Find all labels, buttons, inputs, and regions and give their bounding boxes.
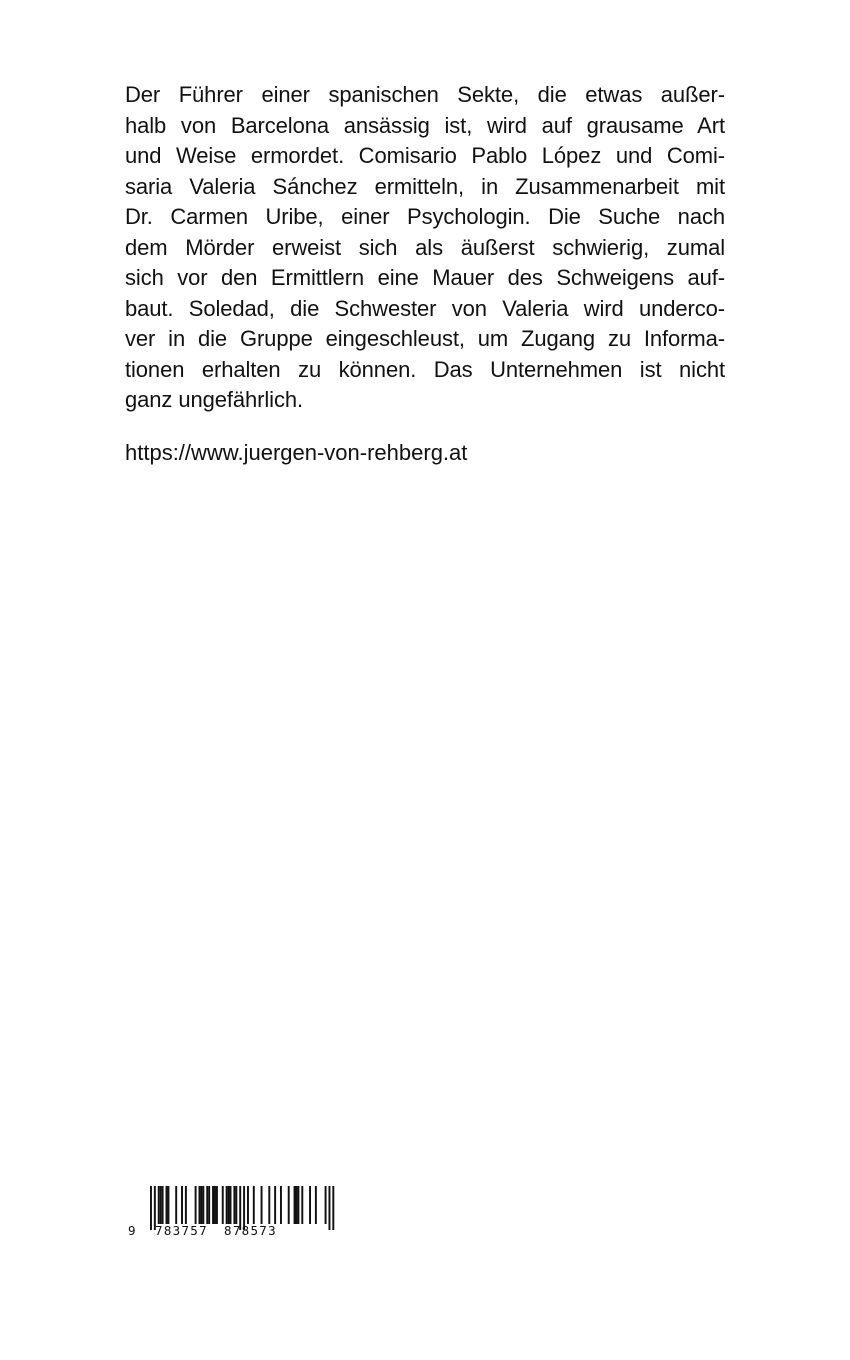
barcode-bar [162,1186,164,1224]
barcode-bar [175,1186,177,1224]
barcode-bar [247,1186,249,1224]
blurb-line: und Weise ermordet. Comisario Pablo López und Comi- [125,143,725,168]
blurb-line: baut. Soledad, die Schwester von Valeria wird underco- [125,295,725,321]
barcode-bar [268,1186,270,1224]
barcode-bar [309,1186,311,1224]
barcode-bar [167,1186,169,1224]
barcode-bar [181,1186,183,1224]
barcode-bar [261,1186,263,1224]
isbn-barcode [128,1186,338,1242]
isbn-left-group: 783757 [155,1223,208,1238]
barcode-bar [166,1186,168,1224]
blurb-line: dem Mörder erweist sich als äußerst schwierig, zumal [125,234,725,260]
barcode-bar [185,1186,187,1224]
book-blurb [125,80,725,416]
isbn-first-digit: 9 [128,1223,137,1238]
barcode-bar [230,1186,232,1224]
barcode-bar [212,1186,214,1224]
barcode-bar [160,1186,162,1224]
blurb-line: saria Valeria Sánchez ermitteln, in Zusammenarbeit mit [125,173,725,199]
barcode-bar [235,1186,237,1224]
barcode-bar [288,1186,290,1224]
barcode-bar [280,1186,282,1224]
barcode-bar [216,1186,218,1224]
barcode-guard-bar [332,1186,334,1230]
barcode-guard-bar [328,1186,330,1230]
barcode-bar [200,1186,202,1224]
blurb-line: ganz ungefährlich. [125,387,303,412]
barcode-bar [253,1186,255,1224]
blurb-line: ver in die Gruppe eingeschleust, um Zugang zu Informa- [125,326,725,351]
barcode-bar [228,1186,230,1224]
barcode-bar [214,1186,216,1224]
barcode-bar [274,1186,276,1224]
barcode-bar [297,1186,299,1224]
barcode-bar [202,1186,204,1224]
blurb-line: Dr. Carmen Uribe, einer Psychologin. Die Suche nach [125,204,725,229]
blurb-line: sich vor den Ermittlern eine Mauer des Schweigens auf- [125,265,725,290]
barcode-bar [226,1186,228,1224]
blurb-line: halb von Barcelona ansässig ist, wird auf grausame Art [125,112,725,138]
author-website-link[interactable]: https://www.juergen-von-rehberg.at [125,440,468,465]
barcode-bar [296,1186,298,1224]
barcode-bar [294,1186,296,1224]
barcode-bar [325,1186,327,1224]
barcode-bar [315,1186,317,1224]
barcode-bar [208,1186,210,1224]
barcode-bar [222,1186,224,1224]
blurb-line: tionen erhalten zu können. Das Unternehmen ist nicht [125,356,725,382]
barcode-bar [301,1186,303,1224]
barcode-bar [199,1186,201,1224]
blurb-line: Der Führer einer spanischen Sekte, die etwas außer- [125,82,725,107]
barcode-guard-bar [150,1186,152,1230]
barcode-bar [206,1186,208,1224]
isbn-right-group: 878573 [224,1223,277,1238]
barcode-bar [233,1186,235,1224]
barcode-bar [195,1186,197,1224]
barcode-bar [158,1186,160,1224]
